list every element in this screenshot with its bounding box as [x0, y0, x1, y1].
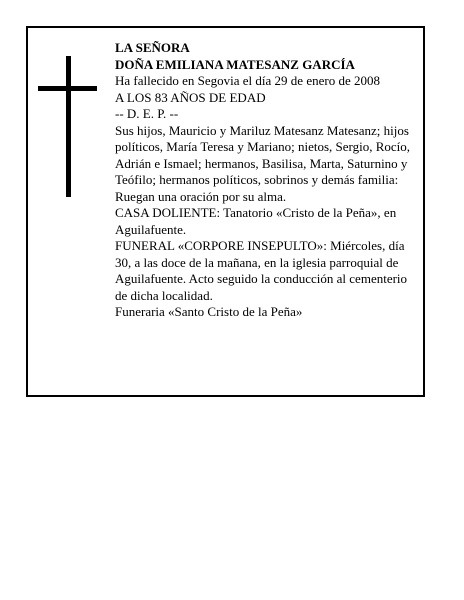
prayer-request: Ruegan una oración por su alma. — [115, 188, 287, 204]
age-statement: A LOS 83 AÑOS DE EDAD — [115, 89, 266, 105]
family-list: Sus hijos, Mauricio y Mariluz Matesanz Matesanz; hijos políticos, María Teresa y Mariano; nietos, Sergio, Rocío, Adrián e Ismael; hermanos, Basilisa, Marta, Saturnino y Teófilo; hermanos políticos, sobrinos y demás familia: — [115, 122, 411, 187]
obituary-notice — [26, 26, 425, 397]
funeral-details: FUNERAL «CORPORE INSEPULTO»: Miércoles, día 30, a las doce de la mañana, en la iglesia parroquial de Aguilafuente. Acto seguido la conducción al cementerio de dicha localidad. — [115, 238, 408, 303]
notice-title: LA SEÑORA — [115, 40, 190, 55]
cross-horizontal-bar — [38, 86, 97, 91]
death-statement: Ha fallecido en Segovia el día 29 de enero de 2008 — [115, 73, 380, 88]
casa-doliente: CASA DOLIENTE: Tanatorio «Cristo de la Peña», en Aguilafuente. — [115, 205, 397, 237]
funeral-home: Funeraria «Santo Cristo de la Peña» — [115, 304, 303, 319]
notice-text — [115, 40, 420, 321]
cross-vertical-bar — [66, 56, 71, 197]
rip-line: -- D. E. P. -- — [115, 106, 179, 121]
deceased-name: DOÑA EMILIANA MATESANZ GARCÍA — [115, 56, 355, 72]
